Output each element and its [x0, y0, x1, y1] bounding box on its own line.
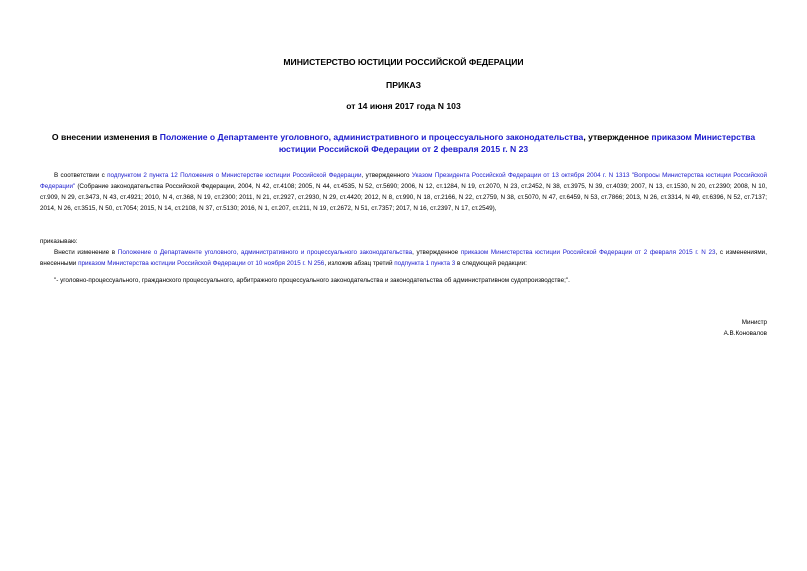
para3-text-4: , изложив абзац третий	[324, 260, 395, 267]
para1-link-subpoint[interactable]: подпунктом 2 пункта 12 Положения о Министерстве юстиции Российской Федерации	[107, 172, 362, 179]
para3-text-5: в следующей редакции:	[455, 260, 527, 267]
para1-text-3: (Собрание законодательства Российской Федерации, 2004, N 42, ст.4108; 2005, N 44, ст.4535, N 52, ст.5690; 2006, N 12, ст.1284, N 19, ст.2070, N 23, ст.2452, N 38, ст.3975, N 39, ст.4039; 2007, N 13, ст.1530, N 20, ст.2390; 2008, N 10, ст.909, N 29, ст.3473, N 43, ст.4921; 2010, N 4, ст.368, N 19, ст.2300; 2011, N 21, ст.2927, ст.2930, N 29, ст.4420; 2012, N 8, ст.990, N 18, ст.2166, N 22, ст.2759, N 38, ст.5070, N 47, ст.6459, N 53, ст.7866; 2013, N 26, ст.3314, N 49, ст.6396, N 52, ст.7137; 2014, N 26, ст.3515, N 50, ст.7054; 2015, N 14, ст.2108, N 37, ст.5130; 2016, N 1, ст.207, ст.211, N 19, ст.2672, N 51, ст.7357; 2017, N 16, ст.2397, N 17, ст.2549),	[40, 183, 767, 212]
para3-text-2: , утвержденное	[412, 249, 461, 256]
para3-link-order-2015-23[interactable]: приказом Министерства юстиции Российской Федерации от 2 февраля 2015 г. N 23	[460, 249, 716, 256]
signature-position: Министр	[741, 319, 767, 326]
para3-link-order-2015-256[interactable]: приказом Министерства юстиции Российской Федерации от 10 ноября 2015 г. N 256	[78, 260, 325, 267]
title-middle: , утвержденное	[583, 132, 652, 142]
para1-link-decree[interactable]: Указом Президента Российской Федерации от 13 октября 2004 г. N 1313 "Вопросы Министерства юстиции Российской Федерации"	[40, 172, 767, 190]
date-number-heading: от 14 июня 2017 года N 103	[346, 101, 461, 111]
para1-text-2: , утвержденного	[361, 172, 412, 179]
title-link-regulation[interactable]: Положение о Департаменте уголовного, административного и процессуального законодательства	[159, 132, 584, 142]
para3-text-3: , с изменениями, внесенными	[40, 249, 767, 267]
signature-name: А.В.Коновалов	[723, 330, 767, 337]
para1-text-1: В соответствии с	[54, 172, 108, 179]
para3-link-regulation[interactable]: Положение о Департаменте уголовного, административного и процессуального законодательства	[117, 249, 413, 256]
title-prefix: О внесении изменения в	[51, 132, 160, 142]
paragraph-order-word: приказываю:	[40, 238, 78, 245]
doc-type-heading: ПРИКАЗ	[386, 80, 421, 90]
title-link-order[interactable]: приказом Министерства юстиции Российской Федерации от 2 февраля 2015 г. N 23	[278, 132, 756, 154]
ministry-heading: МИНИСТЕРСТВО ЮСТИЦИИ РОССИЙСКОЙ ФЕДЕРАЦИИ	[283, 57, 524, 67]
paragraph-new-wording: "- уголовно-процессуального, гражданского процессуального, арбитражного процессуального законодательства и законодательства об административном судопроизводстве;".	[54, 277, 570, 284]
para3-link-subpoint[interactable]: подпункта 1 пункта 3	[394, 260, 456, 267]
paragraph-amendment	[40, 247, 767, 269]
paragraph-basis	[40, 170, 767, 214]
para3-text-1: Внести изменение в	[54, 249, 118, 256]
order-title	[40, 131, 767, 155]
